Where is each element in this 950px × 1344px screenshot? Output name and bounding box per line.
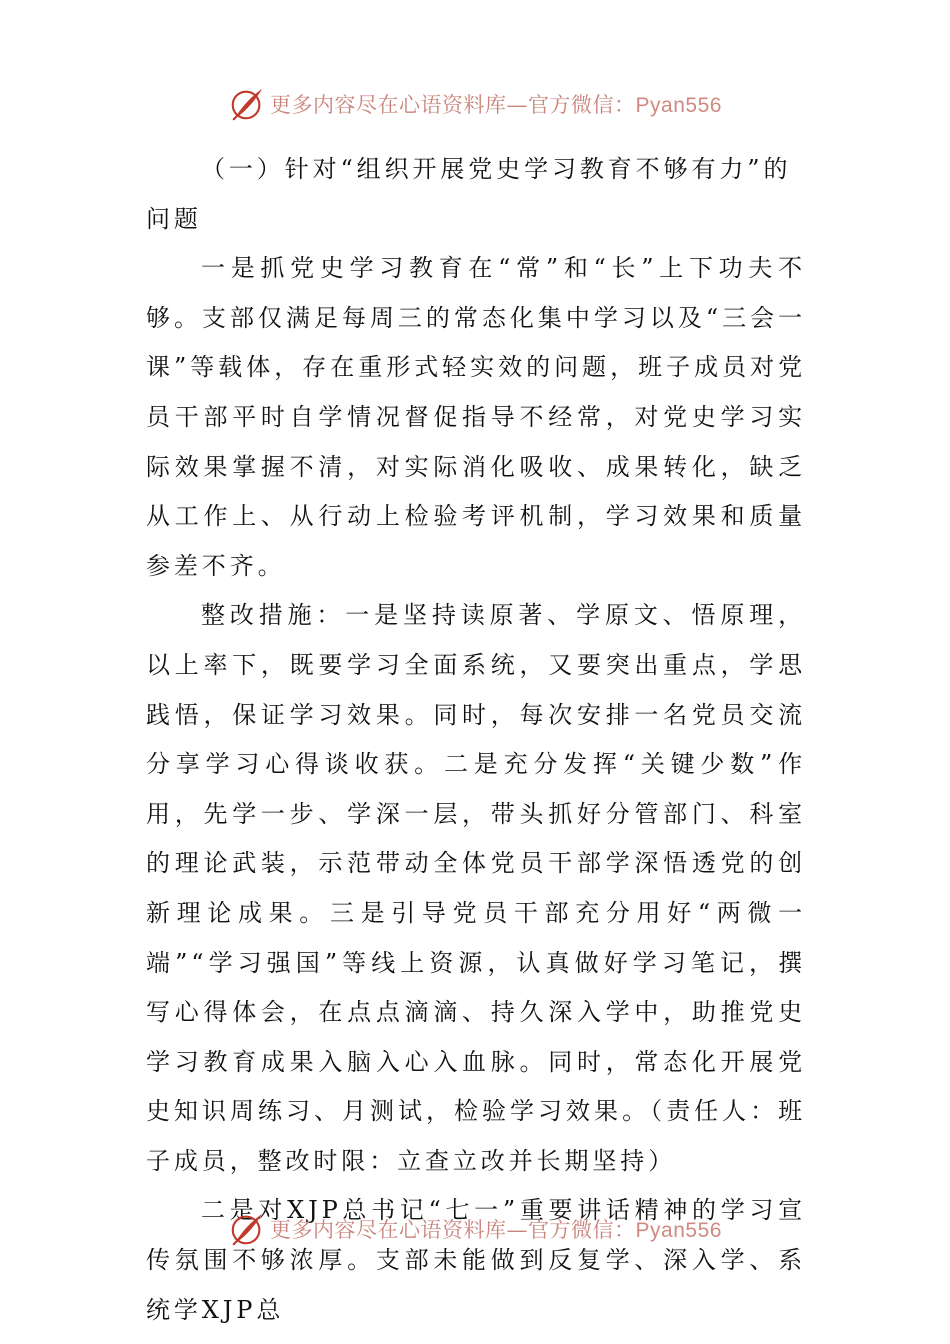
footer-banner (0, 1207, 950, 1251)
document-body (146, 145, 806, 1335)
banner-text: 更多内容尽在心语资料库—官方微信：Pyan556 (270, 1218, 722, 1242)
banner-text: 更多内容尽在心语资料库—官方微信：Pyan556 (270, 93, 722, 117)
quill-pen-logo-icon (228, 1210, 266, 1248)
paragraph: 整改措施：一是坚持读原著、学原文、悟原理，以上率下，既要学习全面系统，又要突出重点，学思践悟，保证学习效果。同时，每次安排一名党员交流分享学习心得谈收获。二是充分发挥“关键少数”作用，先学一步、学深一层，带头抓好分管部门、科室的理论武装，示范带动全体党员干部学深悟透党的创新理论成果。三是引导党员干部充分用好“两微一端”“学习强国”等线上资源，认真做好学习笔记，撰写心得体会，在点点滴滴、持久深入学中，助推党史学习教育成果入脑入心入血脉。同时，常态化开展党史知识周练习、月测试，检验学习效果。（责任人：班子成员，整改时限：立查立改并长期坚持） (146, 601, 806, 1175)
quill-pen-logo-icon (228, 85, 266, 123)
wechat-handle: Pyan556 (635, 1219, 722, 1242)
wechat-handle: Pyan556 (635, 94, 722, 117)
header-banner (0, 82, 950, 126)
section-heading: （一）针对“组织开展党史学习教育不够有力”的问题 (146, 155, 792, 233)
paragraph: 一是抓党史学习教育在“常”和“长”上下功夫不够。支部仅满足每周三的常态化集中学习以及“三会一课”等载体，存在重形式轻实效的问题，班子成员对党员干部平时自学情况督促指导不经常，对党史学习实际效果掌握不清，对实际消化吸收、成果转化，缺乏从工作上、从行动上检验考评机制，学习效果和质量参差不齐。 (146, 254, 806, 580)
paragraph: 二是对XJP总书记“七一”重要讲话精神的学习宣传氛围不够浓厚。支部未能做到反复学、深入学、系统学XJP总 (146, 1196, 806, 1324)
